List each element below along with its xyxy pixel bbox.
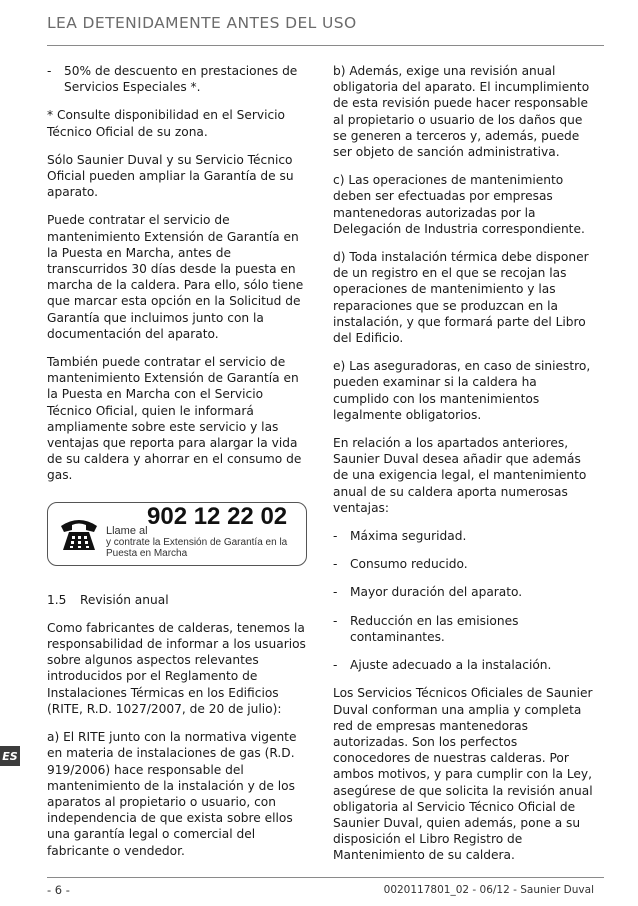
paragraph: Sólo Saunier Duval y su Servicio Técnico Oficial pueden ampliar la Garantía de su aparato. — [47, 152, 294, 200]
page-header-title: LEA DETENIDAMENTE ANTES DEL USO — [47, 14, 357, 32]
phone-subtitle: y contrate la Extensión de Garantía en la Puesta en Marcha — [106, 536, 288, 559]
paragraph: También puede contratar el servicio de mantenimiento Extensión de Garantía en la Puesta en Marcha con el Servicio Técnico Oficial, quien le informará ampliamente sobre este servicio y las ventajas que reporta para alargar la vida de su caldera y ahorrar en el consumo de gas. — [47, 355, 302, 483]
paragraph: Puede contratar el servicio de mantenimiento Extensión de Garantía en la Puesta en Marcha, antes de transcurridos 30 días desde la puesta en marcha de la caldera. Para ello, sólo tiene que marcar esta opción en la Solicitud de Garantía que incluimos junto con la documentación del aparato. — [47, 213, 304, 341]
phone-number: 902 12 22 02 — [147, 502, 288, 530]
paragraph: a) El RITE junto con la normativa vigente en materia de instalaciones de gas (R.D. 919/2006) hace responsable del mantenimiento de la instalación y de los aparatos al propietario o usuario, con independencia de que exista sobre ellos una garantía legal o comercial del fabricante o vendedor. — [47, 730, 297, 858]
paragraph: c) Las operaciones de mantenimiento deben ser efectuadas por empresas mantenedoras autorizadas por la Delegación de Industria correspondiente. — [333, 173, 585, 236]
list-item — [333, 556, 595, 572]
right-column — [333, 63, 595, 876]
header-divider — [47, 45, 604, 46]
advantage-text: Consumo reducido. — [350, 557, 468, 572]
paragraph: e) Las aseguradoras, en caso de siniestro, pueden examinar si la caldera ha cumplido con los mantenimientos legalmente obligatorios. — [333, 359, 591, 422]
bullet-dash: - — [333, 529, 338, 544]
paragraph: d) Toda instalación térmica debe disponer de un registro en el que se recojan las operaciones de mantenimiento y las reparaciones que se produzcan en la instalación, y que formará parte del Libro del Edificio. — [333, 250, 589, 346]
paragraph: b) Además, exige una revisión anual obligatoria del aparato. El incumplimiento de esta revisión puede hacer responsable al propietario o usuario de los daños que se generen a terceros y, además, puede ser objeto de sanción administrativa. — [333, 64, 590, 160]
paragraph: Los Servicios Técnicos Oficiales de Saunier Duval conforman una amplia y completa red de empresas mantenedoras autorizadas. Son los perfectos conocedores de nuestras calderas. Por ambos motivos, y para cumplir con la Ley, asegúrese de que solicita la revisión anual obligatoria al Servicio Técnico Oficial de Saunier Duval, quien además, pone a su disposición el Libro Registro de Mantenimiento de su caldera. — [333, 686, 593, 863]
bullet-dash: - — [333, 613, 338, 628]
bullet-dash: - — [333, 585, 338, 600]
paragraph: * Consulte disponibilidad en el Servicio Técnico Oficial de su zona. — [47, 108, 285, 139]
discount-bullet-text: 50% de descuento en prestaciones de Servicios Especiales *. — [64, 64, 298, 95]
list-item — [333, 528, 595, 544]
telephone-icon — [58, 513, 100, 553]
footer-divider — [47, 877, 604, 878]
bullet-dash: - — [333, 658, 338, 673]
list-item — [47, 63, 307, 95]
phone-callout-box — [47, 502, 307, 566]
advantage-text: Reducción en las emisiones contaminantes. — [350, 613, 519, 644]
bullet-dash: - — [333, 557, 338, 572]
list-item — [333, 613, 595, 645]
section-number: 1.5 — [47, 592, 67, 607]
document-reference: 0020117801_02 - 06/12 - Saunier Duval — [383, 884, 594, 896]
section-title: Revisión anual — [80, 592, 169, 607]
list-item — [333, 584, 595, 600]
advantage-text: Máxima seguridad. — [350, 529, 467, 544]
left-column — [47, 63, 307, 871]
language-tab: ES — [0, 746, 20, 766]
paragraph: Como fabricantes de calderas, tenemos la responsabilidad de informar a los usuarios sobre algunos aspectos relevantes introducidos por el Reglamento de Instalaciones Térmicas en los Edificios (RITE, R.D. 1027/2007, de 20 de julio): — [47, 620, 306, 716]
paragraph: En relación a los apartados anteriores, Saunier Duval desea añadir que además de una exigencia legal, el mantenimiento anual de su caldera aporta numerosas ventajas: — [333, 436, 587, 515]
section-heading — [47, 592, 307, 608]
phone-prefix: Llame al — [106, 524, 148, 537]
page-number: - 6 - — [47, 883, 70, 897]
advantage-text: Mayor duración del aparato. — [350, 585, 523, 600]
bullet-dash: - — [47, 64, 52, 78]
list-item — [333, 657, 595, 673]
advantage-text: Ajuste adecuado a la instalación. — [350, 658, 552, 673]
